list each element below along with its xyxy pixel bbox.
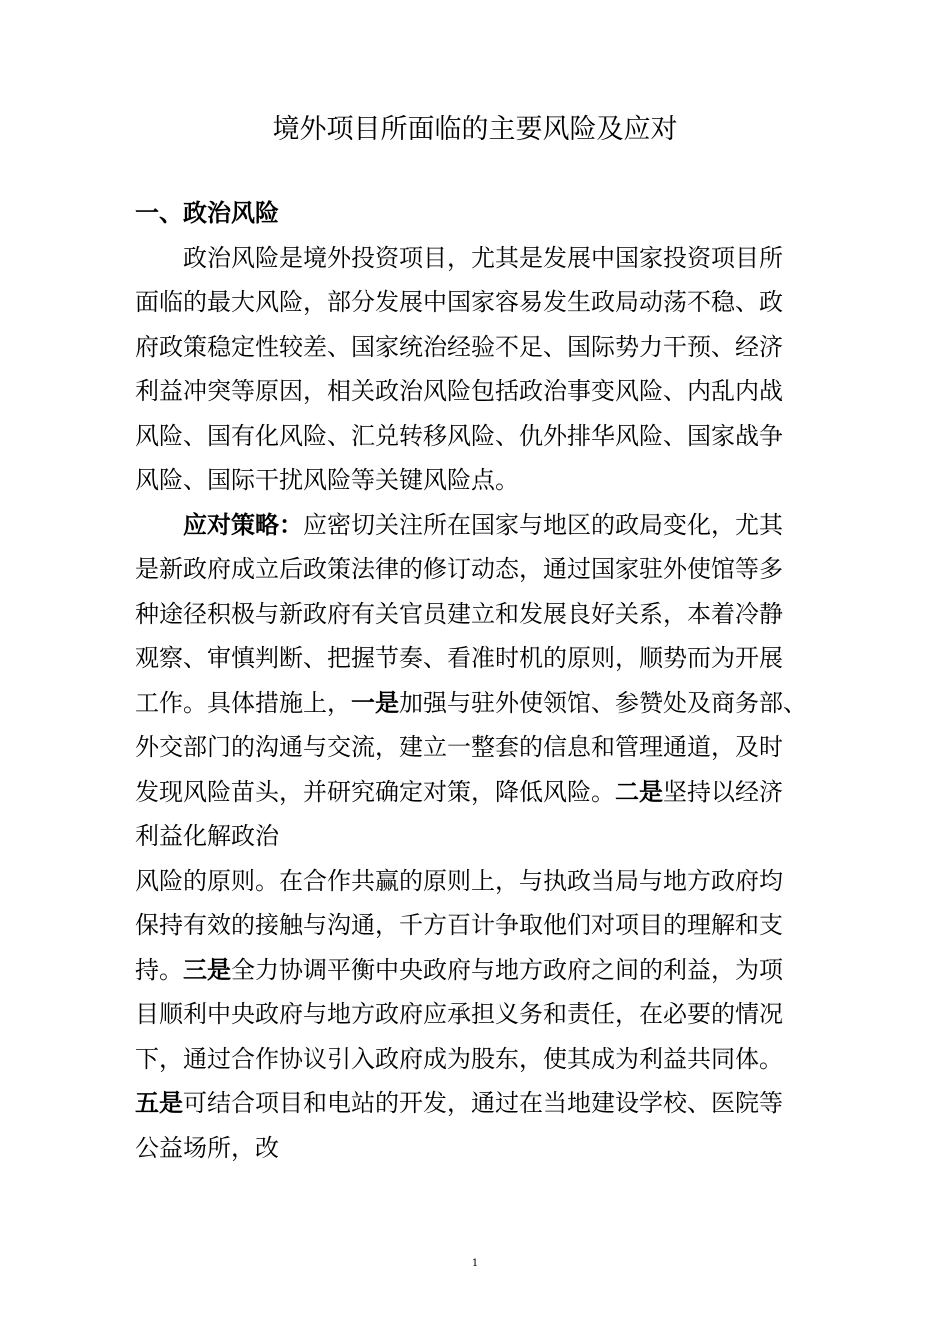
text-run: 工作。具体措施上， xyxy=(135,689,351,717)
paragraph-line xyxy=(135,1086,783,1120)
text-run: 可结合项目和电站的开发，通过在当地建设学校、医院等 xyxy=(183,1089,783,1117)
text-run: 全力协调平衡中央政府与地方政府之间的利益，为项 xyxy=(231,956,783,984)
paragraph-line: 公益场所，改 xyxy=(135,1134,279,1162)
strategy-label: 应对策略： xyxy=(183,511,303,539)
page-number: 1 xyxy=(471,1258,479,1269)
paragraph-line: 风险、国际干扰风险等关键风险点。 xyxy=(135,466,519,494)
measure-marker: 三是 xyxy=(183,956,231,984)
paragraph-line: 下，通过合作协议引入政府成为股东，使其成为利益共同体。 xyxy=(135,1045,783,1073)
section-heading: 一、政治风险 xyxy=(135,199,279,227)
paragraph-line: 种途径积极与新政府有关官员建立和发展良好关系，本着冷静 xyxy=(135,600,783,628)
paragraph-line: 利益冲突等原因，相关政治风险包括政治事变风险、内乱内战 xyxy=(135,377,783,405)
paragraph-line: 利益化解政治 xyxy=(135,822,279,850)
text-run: 坚持以经济 xyxy=(663,778,783,806)
text-run: 应密切关注所在国家与地区的政局变化，尤其 xyxy=(303,511,783,539)
paragraph-line xyxy=(135,953,783,987)
text-run: 发现风险苗头，并研究确定对策，降低风险。 xyxy=(135,778,615,806)
paragraph-line: 保持有效的接触与沟通，千方百计争取他们对项目的理解和支 xyxy=(135,911,783,939)
paragraph-line: 风险的原则。在合作共赢的原则上，与执政当局与地方政府均 xyxy=(135,867,783,895)
document-title: 境外项目所面临的主要风险及应对 xyxy=(272,114,678,145)
paragraph-line: 目顺利中央政府与地方政府应承担义务和责任，在必要的情况 xyxy=(135,1000,783,1028)
paragraph-line: 观察、审慎判断、把握节奏、看准时机的原则，顺势而为开展 xyxy=(135,644,783,672)
measure-marker: 五是 xyxy=(135,1089,183,1117)
measure-marker: 一是 xyxy=(351,689,399,717)
paragraph-line: 外交部门的沟通与交流，建立一整套的信息和管理通道，及时 xyxy=(135,733,783,761)
measure-marker: 二是 xyxy=(615,778,663,806)
paragraph-line xyxy=(183,508,783,542)
paragraph-line: 是新政府成立后政策法律的修订动态，通过国家驻外使馆等多 xyxy=(135,555,783,583)
paragraph-line xyxy=(135,686,807,720)
paragraph-line xyxy=(135,775,783,809)
paragraph-line: 面临的最大风险，部分发展中国家容易发生政局动荡不稳、政 xyxy=(135,288,783,316)
text-run: 持。 xyxy=(135,956,183,984)
paragraph-line: 风险、国有化风险、汇兑转移风险、仇外排华风险、国家战争 xyxy=(135,422,783,450)
paragraph-line: 政治风险是境外投资项目，尤其是发展中国家投资项目所 xyxy=(183,244,783,272)
paragraph-line: 府政策稳定性较差、国家统治经验不足、国际势力干预、经济 xyxy=(135,333,783,361)
text-run: 加强与驻外使领馆、参赞处及商务部、 xyxy=(399,689,807,717)
